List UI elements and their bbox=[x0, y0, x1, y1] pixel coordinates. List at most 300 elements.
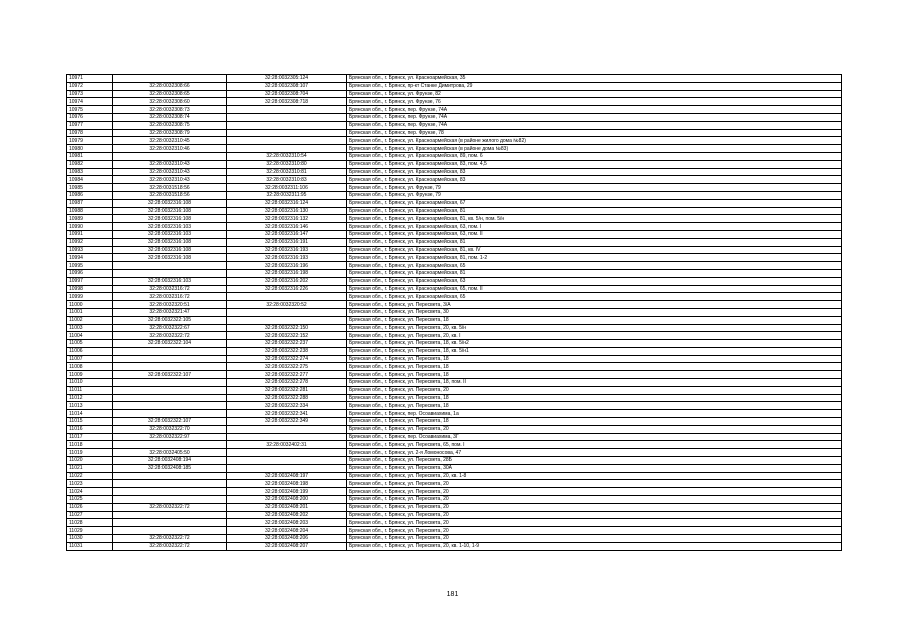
row-number-cell: 11025 bbox=[67, 496, 113, 504]
table-row bbox=[67, 269, 842, 277]
object-cadastral-cell: 32:28:0032322:341 bbox=[227, 410, 347, 418]
table-row bbox=[67, 98, 842, 106]
table-row bbox=[67, 402, 842, 410]
address-cell: Брянская обл., г. Брянск, ул. Красноармейская, 65 bbox=[347, 262, 842, 270]
address-cell: Брянская обл., г. Брянск, ул. Пересвета, 18 bbox=[347, 355, 842, 363]
address-cell: Брянская обл., г. Брянск, ул. Пересвета, 20 bbox=[347, 519, 842, 527]
parcel-cadastral-cell: 32:28:0032316:108 bbox=[113, 215, 227, 223]
row-number-cell: 10989 bbox=[67, 215, 113, 223]
address-cell: Брянская обл., г. Брянск, ул. Красноармейская, 89, пом. 6 bbox=[347, 152, 842, 160]
row-number-cell: 11015 bbox=[67, 418, 113, 426]
address-cell: Брянская обл., г. Брянск, ул. Красноармейская, 65, пом. II bbox=[347, 285, 842, 293]
parcel-cadastral-cell: 32:28:0032322:107 bbox=[113, 418, 227, 426]
address-cell: Брянская обл., г. Брянск, ул. Пересвета, 20 bbox=[347, 425, 842, 433]
object-cadastral-cell bbox=[227, 113, 347, 121]
parcel-cadastral-cell: 32:28:0032322:97 bbox=[113, 433, 227, 441]
object-cadastral-cell bbox=[227, 106, 347, 114]
table-row bbox=[67, 542, 842, 550]
row-number-cell: 11007 bbox=[67, 355, 113, 363]
row-number-cell: 11030 bbox=[67, 535, 113, 543]
row-number-cell: 11020 bbox=[67, 457, 113, 465]
object-cadastral-cell: 32:28:0032402:31 bbox=[227, 441, 347, 449]
parcel-cadastral-cell: 32:28:0031518:56 bbox=[113, 191, 227, 199]
parcel-cadastral-cell bbox=[113, 262, 227, 270]
parcel-cadastral-cell bbox=[113, 496, 227, 504]
table-row bbox=[67, 379, 842, 387]
address-cell: Брянская обл., г. Брянск, ул. Пересвета, 3/А bbox=[347, 301, 842, 309]
parcel-cadastral-cell bbox=[113, 75, 227, 83]
row-number-cell: 11026 bbox=[67, 503, 113, 511]
parcel-cadastral-cell bbox=[113, 511, 227, 519]
object-cadastral-cell bbox=[227, 316, 347, 324]
parcel-cadastral-cell: 32:28:0032316:72 bbox=[113, 293, 227, 301]
object-cadastral-cell: 32:28:0032305:124 bbox=[227, 75, 347, 83]
parcel-cadastral-cell: 32:28:0032308:79 bbox=[113, 129, 227, 137]
parcel-cadastral-cell bbox=[113, 347, 227, 355]
parcel-cadastral-cell bbox=[113, 355, 227, 363]
address-cell: Брянская обл., г. Брянск, ул. Пересвета, 18 bbox=[347, 371, 842, 379]
row-number-cell: 11017 bbox=[67, 433, 113, 441]
object-cadastral-cell: 32:28:0032311:95 bbox=[227, 191, 347, 199]
table-row bbox=[67, 503, 842, 511]
parcel-cadastral-cell bbox=[113, 488, 227, 496]
table-row bbox=[67, 238, 842, 246]
row-number-cell: 11029 bbox=[67, 527, 113, 535]
parcel-cadastral-cell: 32:28:0032308:66 bbox=[113, 82, 227, 90]
table-row bbox=[67, 355, 842, 363]
table-row bbox=[67, 464, 842, 472]
table-row bbox=[67, 191, 842, 199]
page-number: 181 bbox=[446, 591, 459, 598]
address-cell: Брянская обл., г. Брянск, ул. Пересвета, 20, кв. 1-10, 1-9 bbox=[347, 542, 842, 550]
table-row bbox=[67, 457, 842, 465]
address-cell: Брянская обл., г. Брянск, ул. Пересвета, 18 bbox=[347, 363, 842, 371]
address-cell: Брянская обл., г. Брянск, ул. Фрунзе, 79 bbox=[347, 191, 842, 199]
address-cell: Брянская обл., г. Брянск, пер. Фрунзе, 74А bbox=[347, 106, 842, 114]
object-cadastral-cell bbox=[227, 425, 347, 433]
address-cell: Брянская обл., г. Брянск, ул. Пересвета, 20, кв. 1-8 bbox=[347, 472, 842, 480]
parcel-cadastral-cell: 32:28:0032322:70 bbox=[113, 425, 227, 433]
row-number-cell: 11019 bbox=[67, 449, 113, 457]
address-cell: Брянская обл., г. Брянск, ул. Красноармейская, 83 bbox=[347, 168, 842, 176]
object-cadastral-cell: 32:28:0032316:191 bbox=[227, 238, 347, 246]
table-row bbox=[67, 152, 842, 160]
address-cell: Брянская обл., г. Брянск, ул. Красноармейская, 81, пом. 1-2 bbox=[347, 254, 842, 262]
address-cell: Брянская обл., г. Брянск, ул. Красноармейская, 81, кв. 5/н, пом. 5/н bbox=[347, 215, 842, 223]
table-row bbox=[67, 340, 842, 348]
address-cell: Брянская обл., г. Брянск, ул. Пересвета, 18, кв. 5/н1 bbox=[347, 347, 842, 355]
row-number-cell: 10997 bbox=[67, 277, 113, 285]
parcel-cadastral-cell bbox=[113, 269, 227, 277]
object-cadastral-cell: 32:28:0032322:238 bbox=[227, 347, 347, 355]
table-row bbox=[67, 121, 842, 129]
address-cell: Брянская обл., г. Брянск, ул. Пересвета, 18 bbox=[347, 316, 842, 324]
table-row bbox=[67, 418, 842, 426]
table-row bbox=[67, 215, 842, 223]
object-cadastral-cell: 32:28:0032408:203 bbox=[227, 519, 347, 527]
row-number-cell: 10988 bbox=[67, 207, 113, 215]
parcel-cadastral-cell: 32:28:0032316:103 bbox=[113, 277, 227, 285]
address-cell: Брянская обл., г. Брянск, ул. Красноармейская, 63 bbox=[347, 277, 842, 285]
address-cell: Брянская обл., г. Брянск, ул. Красноармейская (в районе жилого дома №82) bbox=[347, 137, 842, 145]
row-number-cell: 10986 bbox=[67, 191, 113, 199]
address-cell: Брянская обл., г. Брянск, ул. Фрунзе, 76 bbox=[347, 98, 842, 106]
address-cell: Брянская обл., г. Брянск, ул. Пересвета, 18 bbox=[347, 402, 842, 410]
object-cadastral-cell: 32:28:0032408:201 bbox=[227, 503, 347, 511]
parcel-cadastral-cell bbox=[113, 402, 227, 410]
parcel-cadastral-cell: 32:28:0032316:108 bbox=[113, 246, 227, 254]
object-cadastral-cell: 32:28:0032322:237 bbox=[227, 340, 347, 348]
object-cadastral-cell bbox=[227, 121, 347, 129]
parcel-cadastral-cell: 32:28:0032316:103 bbox=[113, 223, 227, 231]
row-number-cell: 11008 bbox=[67, 363, 113, 371]
object-cadastral-cell: 32:28:0032408:204 bbox=[227, 527, 347, 535]
table-row bbox=[67, 527, 842, 535]
object-cadastral-cell: 32:28:0032322:349 bbox=[227, 418, 347, 426]
table-row bbox=[67, 160, 842, 168]
row-number-cell: 10990 bbox=[67, 223, 113, 231]
parcel-cadastral-cell bbox=[113, 379, 227, 387]
parcel-cadastral-cell: 32:28:0032405:50 bbox=[113, 449, 227, 457]
table-row bbox=[67, 82, 842, 90]
table-row bbox=[67, 168, 842, 176]
table-row bbox=[67, 496, 842, 504]
address-cell: Брянская обл., г. Брянск, ул. Красноармейская, 65 bbox=[347, 293, 842, 301]
table-row bbox=[67, 511, 842, 519]
object-cadastral-cell: 32:28:0032316:226 bbox=[227, 285, 347, 293]
address-cell: Брянская обл., г. Брянск, ул. Пересвета, 20 bbox=[347, 488, 842, 496]
address-cell: Брянская обл., г. Брянск, ул. Красноармейская (в районе дома №83) bbox=[347, 145, 842, 153]
table-row bbox=[67, 519, 842, 527]
parcel-cadastral-cell: 32:28:0032322:67 bbox=[113, 324, 227, 332]
parcel-cadastral-cell: 32:28:0032310:43 bbox=[113, 176, 227, 184]
table-row bbox=[67, 535, 842, 543]
parcel-cadastral-cell: 32:28:0032316:72 bbox=[113, 285, 227, 293]
row-number-cell: 10984 bbox=[67, 176, 113, 184]
object-cadastral-cell: 32:28:0032322:281 bbox=[227, 386, 347, 394]
object-cadastral-cell: 32:28:0032310:80 bbox=[227, 160, 347, 168]
object-cadastral-cell: 32:28:0032310:54 bbox=[227, 152, 347, 160]
object-cadastral-cell: 32:28:0032316:198 bbox=[227, 269, 347, 277]
object-cadastral-cell: 32:28:0032408:199 bbox=[227, 488, 347, 496]
object-cadastral-cell: 32:28:0032311:106 bbox=[227, 184, 347, 192]
address-cell: Брянская обл., г. Брянск, ул. Пересвета, 20 bbox=[347, 535, 842, 543]
row-number-cell: 10982 bbox=[67, 160, 113, 168]
parcel-cadastral-cell: 32:28:0032322:72 bbox=[113, 503, 227, 511]
table-row bbox=[67, 386, 842, 394]
address-cell: Брянская обл., г. Брянск, ул. Пересвета, 20 bbox=[347, 527, 842, 535]
table-row bbox=[67, 90, 842, 98]
address-cell: Брянская обл., г. Брянск, ул. 2-я Ломоносова, 47 bbox=[347, 449, 842, 457]
parcel-cadastral-cell: 32:28:0032310:43 bbox=[113, 168, 227, 176]
row-number-cell: 10980 bbox=[67, 145, 113, 153]
parcel-cadastral-cell bbox=[113, 480, 227, 488]
parcel-cadastral-cell: 32:28:0032308:73 bbox=[113, 106, 227, 114]
row-number-cell: 11023 bbox=[67, 480, 113, 488]
parcel-cadastral-cell: 32:28:0032322:72 bbox=[113, 535, 227, 543]
table-row bbox=[67, 184, 842, 192]
row-number-cell: 10973 bbox=[67, 90, 113, 98]
address-cell: Брянская обл., г. Брянск, ул. Пересвета, 30А bbox=[347, 464, 842, 472]
row-number-cell: 11011 bbox=[67, 386, 113, 394]
table-row bbox=[67, 316, 842, 324]
table-row bbox=[67, 230, 842, 238]
table-row bbox=[67, 480, 842, 488]
object-cadastral-cell: 32:28:0032316:147 bbox=[227, 230, 347, 238]
object-cadastral-cell: 32:28:0032408:200 bbox=[227, 496, 347, 504]
object-cadastral-cell: 32:28:0032316:196 bbox=[227, 262, 347, 270]
object-cadastral-cell: 32:28:0032316:130 bbox=[227, 207, 347, 215]
parcel-cadastral-cell bbox=[113, 519, 227, 527]
address-cell: Брянская обл., г. Брянск, ул. Пересвета, 30 bbox=[347, 308, 842, 316]
table-row bbox=[67, 308, 842, 316]
address-cell: Брянская обл., г. Брянск, ул. Пересвета, 20, кв. I bbox=[347, 332, 842, 340]
object-cadastral-cell: 32:28:0032408:197 bbox=[227, 472, 347, 480]
row-number-cell: 10994 bbox=[67, 254, 113, 262]
table-row bbox=[67, 277, 842, 285]
address-cell: Брянская обл., г. Брянск, ул. Красноармейская, 63, пом. II bbox=[347, 230, 842, 238]
address-cell: Брянская обл., г. Брянск, ул. Красноармейская, 67 bbox=[347, 199, 842, 207]
object-cadastral-cell bbox=[227, 308, 347, 316]
row-number-cell: 11027 bbox=[67, 511, 113, 519]
table-row bbox=[67, 199, 842, 207]
row-number-cell: 10993 bbox=[67, 246, 113, 254]
address-cell: Брянская обл., г. Брянск, пер. Осоавиахима, 3Г bbox=[347, 433, 842, 441]
address-cell: Брянская обл., г. Брянск, ул. Красноармейская, 83 bbox=[347, 176, 842, 184]
parcel-cadastral-cell: 32:28:0032316:108 bbox=[113, 254, 227, 262]
parcel-cadastral-cell: 32:28:0032322:104 bbox=[113, 340, 227, 348]
row-number-cell: 11006 bbox=[67, 347, 113, 355]
object-cadastral-cell bbox=[227, 145, 347, 153]
address-cell: Брянская обл., г. Брянск, ул. Красноармейская, 81 bbox=[347, 238, 842, 246]
object-cadastral-cell: 32:28:0032316:132 bbox=[227, 215, 347, 223]
row-number-cell: 10975 bbox=[67, 106, 113, 114]
object-cadastral-cell bbox=[227, 449, 347, 457]
table-row bbox=[67, 254, 842, 262]
table-row bbox=[67, 113, 842, 121]
table-row bbox=[67, 363, 842, 371]
parcel-cadastral-cell: 32:28:0032310:43 bbox=[113, 160, 227, 168]
parcel-cadastral-cell: 32:28:0032316:103 bbox=[113, 230, 227, 238]
parcel-cadastral-cell: 32:28:0032316:108 bbox=[113, 238, 227, 246]
address-cell: Брянская обл., г. Брянск, ул. Пересвета, 18, пом. II bbox=[347, 379, 842, 387]
row-number-cell: 10987 bbox=[67, 199, 113, 207]
parcel-cadastral-cell bbox=[113, 472, 227, 480]
address-cell: Брянская обл., г. Брянск, ул. Пересвета, 20, кв. 5/н bbox=[347, 324, 842, 332]
address-cell: Брянская обл., г. Брянск, ул. Красноармейская, 35 bbox=[347, 75, 842, 83]
table-body bbox=[67, 75, 842, 551]
parcel-cadastral-cell: 32:28:0032308:74 bbox=[113, 113, 227, 121]
parcel-cadastral-cell: 32:28:0031518:56 bbox=[113, 184, 227, 192]
table-row bbox=[67, 472, 842, 480]
row-number-cell: 11004 bbox=[67, 332, 113, 340]
table-row bbox=[67, 410, 842, 418]
object-cadastral-cell bbox=[227, 433, 347, 441]
table-row bbox=[67, 433, 842, 441]
table-row bbox=[67, 106, 842, 114]
row-number-cell: 10998 bbox=[67, 285, 113, 293]
table-row bbox=[67, 332, 842, 340]
parcel-cadastral-cell: 32:28:0032322:72 bbox=[113, 542, 227, 550]
object-cadastral-cell: 32:28:0032322:275 bbox=[227, 363, 347, 371]
table-row bbox=[67, 137, 842, 145]
parcel-cadastral-cell: 32:28:0032322:72 bbox=[113, 332, 227, 340]
object-cadastral-cell: 32:28:0032322:150 bbox=[227, 324, 347, 332]
parcel-cadastral-cell bbox=[113, 441, 227, 449]
address-cell: Брянская обл., г. Брянск, ул. Фрунзе, 82 bbox=[347, 90, 842, 98]
parcel-cadastral-cell bbox=[113, 410, 227, 418]
address-cell: Брянская обл., г. Брянск, ул. Фрунзе, 79 bbox=[347, 184, 842, 192]
parcel-cadastral-cell: 32:28:0032408:194 bbox=[113, 457, 227, 465]
address-cell: Брянская обл., г. Брянск, пер. Фрунзе, 74А bbox=[347, 121, 842, 129]
address-cell: Брянская обл., г. Брянск, пр-кт Станке Димитрова, 29 bbox=[347, 82, 842, 90]
row-number-cell: 11002 bbox=[67, 316, 113, 324]
object-cadastral-cell: 32:28:0032316:193 bbox=[227, 246, 347, 254]
table-row bbox=[67, 425, 842, 433]
object-cadastral-cell: 32:28:0032408:207 bbox=[227, 542, 347, 550]
land-registry-table bbox=[66, 74, 842, 551]
row-number-cell: 11012 bbox=[67, 394, 113, 402]
address-cell: Брянская обл., г. Брянск, пер. Фрунзе, 74А bbox=[347, 113, 842, 121]
row-number-cell: 10974 bbox=[67, 98, 113, 106]
object-cadastral-cell bbox=[227, 137, 347, 145]
table-row bbox=[67, 371, 842, 379]
address-cell: Брянская обл., г. Брянск, ул. Пересвета, 28Б bbox=[347, 457, 842, 465]
table-row bbox=[67, 301, 842, 309]
address-cell: Брянская обл., г. Брянск, ул. Пересвета, 18, кв. 5/н2 bbox=[347, 340, 842, 348]
object-cadastral-cell: 32:28:0032322:274 bbox=[227, 355, 347, 363]
row-number-cell: 10992 bbox=[67, 238, 113, 246]
parcel-cadastral-cell bbox=[113, 527, 227, 535]
row-number-cell: 11005 bbox=[67, 340, 113, 348]
table-row bbox=[67, 207, 842, 215]
row-number-cell: 10995 bbox=[67, 262, 113, 270]
object-cadastral-cell: 32:28:0032322:288 bbox=[227, 394, 347, 402]
row-number-cell: 10979 bbox=[67, 137, 113, 145]
object-cadastral-cell: 32:28:0032308:704 bbox=[227, 90, 347, 98]
row-number-cell: 11021 bbox=[67, 464, 113, 472]
object-cadastral-cell: 32:28:0032310:81 bbox=[227, 168, 347, 176]
object-cadastral-cell: 32:28:0032322:278 bbox=[227, 379, 347, 387]
parcel-cadastral-cell: 32:28:0032308:65 bbox=[113, 90, 227, 98]
parcel-cadastral-cell: 32:28:0032322:107 bbox=[113, 371, 227, 379]
row-number-cell: 11018 bbox=[67, 441, 113, 449]
table-row bbox=[67, 441, 842, 449]
object-cadastral-cell: 32:28:0032316:193 bbox=[227, 254, 347, 262]
row-number-cell: 10971 bbox=[67, 75, 113, 83]
parcel-cadastral-cell: 32:28:0032310:45 bbox=[113, 137, 227, 145]
address-cell: Брянская обл., г. Брянск, ул. Красноармейская, 83, пом. 4,5 bbox=[347, 160, 842, 168]
address-cell: Брянская обл., г. Брянск, пер. Фрунзе, 78 bbox=[347, 129, 842, 137]
object-cadastral-cell: 32:28:0032310:83 bbox=[227, 176, 347, 184]
row-number-cell: 11000 bbox=[67, 301, 113, 309]
object-cadastral-cell bbox=[227, 457, 347, 465]
parcel-cadastral-cell: 32:28:0032316:108 bbox=[113, 207, 227, 215]
address-cell: Брянская обл., г. Брянск, ул. Пересвета, 20 bbox=[347, 496, 842, 504]
table-row bbox=[67, 246, 842, 254]
row-number-cell: 10996 bbox=[67, 269, 113, 277]
row-number-cell: 10978 bbox=[67, 129, 113, 137]
row-number-cell: 11009 bbox=[67, 371, 113, 379]
address-cell: Брянская обл., г. Брянск, ул. Пересвета, 18 bbox=[347, 394, 842, 402]
table-row bbox=[67, 176, 842, 184]
table-row bbox=[67, 488, 842, 496]
row-number-cell: 10983 bbox=[67, 168, 113, 176]
row-number-cell: 11024 bbox=[67, 488, 113, 496]
row-number-cell: 11016 bbox=[67, 425, 113, 433]
table-row bbox=[67, 285, 842, 293]
parcel-cadastral-cell: 32:28:0032308:60 bbox=[113, 98, 227, 106]
parcel-cadastral-cell bbox=[113, 386, 227, 394]
table-row bbox=[67, 129, 842, 137]
row-number-cell: 11014 bbox=[67, 410, 113, 418]
row-number-cell: 11001 bbox=[67, 308, 113, 316]
row-number-cell: 11003 bbox=[67, 324, 113, 332]
address-cell: Брянская обл., г. Брянск, ул. Красноармейская, 81, кв. IV bbox=[347, 246, 842, 254]
address-cell: Брянская обл., г. Брянск, ул. Пересвета, 20 bbox=[347, 511, 842, 519]
row-number-cell: 11010 bbox=[67, 379, 113, 387]
object-cadastral-cell: 32:28:0032316:202 bbox=[227, 277, 347, 285]
row-number-cell: 10981 bbox=[67, 152, 113, 160]
object-cadastral-cell: 32:28:0032322:277 bbox=[227, 371, 347, 379]
table-row bbox=[67, 75, 842, 83]
row-number-cell: 10976 bbox=[67, 113, 113, 121]
object-cadastral-cell bbox=[227, 464, 347, 472]
table-row bbox=[67, 347, 842, 355]
object-cadastral-cell: 32:28:0032316:124 bbox=[227, 199, 347, 207]
object-cadastral-cell: 32:28:0032320:52 bbox=[227, 301, 347, 309]
address-cell: Брянская обл., г. Брянск, ул. Пересвета, 20 bbox=[347, 503, 842, 511]
table-row bbox=[67, 145, 842, 153]
parcel-cadastral-cell bbox=[113, 363, 227, 371]
row-number-cell: 11022 bbox=[67, 472, 113, 480]
table-row bbox=[67, 262, 842, 270]
address-cell: Брянская обл., г. Брянск, ул. Красноармейская, 81 bbox=[347, 269, 842, 277]
row-number-cell: 11028 bbox=[67, 519, 113, 527]
row-number-cell: 10999 bbox=[67, 293, 113, 301]
table-row bbox=[67, 324, 842, 332]
object-cadastral-cell: 32:28:0032308:718 bbox=[227, 98, 347, 106]
address-cell: Брянская обл., г. Брянск, ул. Красноармейская, 81 bbox=[347, 207, 842, 215]
object-cadastral-cell: 32:28:0032408:202 bbox=[227, 511, 347, 519]
table-row bbox=[67, 449, 842, 457]
object-cadastral-cell: 32:28:0032316:146 bbox=[227, 223, 347, 231]
parcel-cadastral-cell bbox=[113, 152, 227, 160]
parcel-cadastral-cell: 32:28:0032322:105 bbox=[113, 316, 227, 324]
table-row bbox=[67, 223, 842, 231]
address-cell: Брянская обл., г. Брянск, ул. Пересвета, 20 bbox=[347, 386, 842, 394]
object-cadastral-cell: 32:28:0032322:334 bbox=[227, 402, 347, 410]
object-cadastral-cell bbox=[227, 129, 347, 137]
row-number-cell: 11031 bbox=[67, 542, 113, 550]
parcel-cadastral-cell: 32:28:0032321:47 bbox=[113, 308, 227, 316]
parcel-cadastral-cell: 32:28:0032408:185 bbox=[113, 464, 227, 472]
object-cadastral-cell bbox=[227, 293, 347, 301]
row-number-cell: 10972 bbox=[67, 82, 113, 90]
object-cadastral-cell: 32:28:0032408:198 bbox=[227, 480, 347, 488]
address-cell: Брянская обл., г. Брянск, ул. Красноармейская, 63, пом. I bbox=[347, 223, 842, 231]
address-cell: Брянская обл., г. Брянск, ул. Пересвета, 20 bbox=[347, 480, 842, 488]
address-cell: Брянская обл., г. Брянск, ул. Пересвета, 65, пом. I bbox=[347, 441, 842, 449]
object-cadastral-cell: 32:28:0032408:206 bbox=[227, 535, 347, 543]
row-number-cell: 10977 bbox=[67, 121, 113, 129]
table-row bbox=[67, 394, 842, 402]
object-cadastral-cell: 32:28:0032322:152 bbox=[227, 332, 347, 340]
address-cell: Брянская обл., г. Брянск, ул. Пересвета, 18 bbox=[347, 418, 842, 426]
parcel-cadastral-cell: 32:28:0032310:46 bbox=[113, 145, 227, 153]
row-number-cell: 10985 bbox=[67, 184, 113, 192]
parcel-cadastral-cell: 32:28:0032320:51 bbox=[113, 301, 227, 309]
